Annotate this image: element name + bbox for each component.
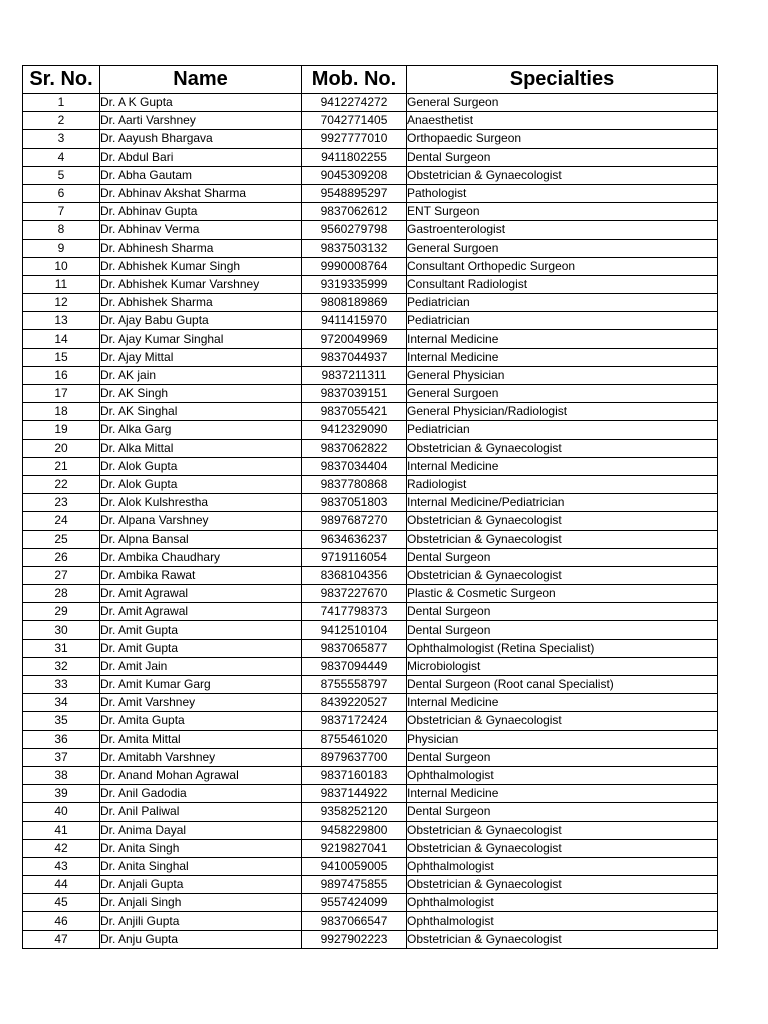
sr-cell: 28 (23, 585, 100, 603)
table-row (23, 257, 718, 275)
specialty-cell: Pathologist (407, 184, 718, 202)
table-row (23, 748, 718, 766)
sr-cell: 16 (23, 366, 100, 384)
table-row (23, 766, 718, 784)
name-cell: Dr. Alok Kulshrestha (100, 494, 302, 512)
sr-cell: 40 (23, 803, 100, 821)
sr-cell: 1 (23, 94, 100, 112)
name-cell: Dr. A K Gupta (100, 94, 302, 112)
specialty-cell: Dental Surgeon (407, 803, 718, 821)
name-cell: Dr. Anjali Gupta (100, 876, 302, 894)
table-row (23, 403, 718, 421)
name-cell: Dr. Anju Gupta (100, 930, 302, 948)
table-row (23, 912, 718, 930)
table-body (23, 94, 718, 949)
mobile-cell: 8368104356 (302, 566, 407, 584)
table-row (23, 312, 718, 330)
mobile-cell: 9927777010 (302, 130, 407, 148)
mobile-cell: 9412510104 (302, 621, 407, 639)
name-cell: Dr. Amit Varshney (100, 694, 302, 712)
specialty-cell: Dental Surgeon (407, 148, 718, 166)
specialty-cell: Obstetrician & Gynaecologist (407, 439, 718, 457)
name-cell: Dr. Alok Gupta (100, 475, 302, 493)
sr-cell: 11 (23, 275, 100, 293)
mobile-cell: 8755558797 (302, 676, 407, 694)
mobile-cell: 9897687270 (302, 512, 407, 530)
specialty-cell: Obstetrician & Gynaecologist (407, 566, 718, 584)
name-cell: Dr. AK Singhal (100, 403, 302, 421)
specialty-cell: General Surgoen (407, 385, 718, 403)
specialty-cell: Internal Medicine (407, 457, 718, 475)
sr-cell: 39 (23, 785, 100, 803)
name-cell: Dr. Abhishek Sharma (100, 294, 302, 312)
specialty-cell: Obstetrician & Gynaecologist (407, 821, 718, 839)
sr-cell: 8 (23, 221, 100, 239)
mobile-cell: 9358252120 (302, 803, 407, 821)
table-row (23, 694, 718, 712)
name-cell: Dr. Abhishek Kumar Varshney (100, 275, 302, 293)
mobile-cell: 9837503132 (302, 239, 407, 257)
table-row (23, 275, 718, 293)
sr-cell: 47 (23, 930, 100, 948)
name-cell: Dr. Aayush Bhargava (100, 130, 302, 148)
table-row (23, 730, 718, 748)
name-cell: Dr. Alka Garg (100, 421, 302, 439)
mobile-cell: 9837065877 (302, 639, 407, 657)
specialty-cell: Consultant Radiologist (407, 275, 718, 293)
header-mobile: Mob. No. (302, 66, 407, 94)
mobile-cell: 9837227670 (302, 585, 407, 603)
name-cell: Dr. Abhinesh Sharma (100, 239, 302, 257)
table-row (23, 385, 718, 403)
specialty-cell: General Surgoen (407, 239, 718, 257)
sr-cell: 13 (23, 312, 100, 330)
specialty-cell: ENT Surgeon (407, 203, 718, 221)
name-cell: Dr. Ajay Babu Gupta (100, 312, 302, 330)
mobile-cell: 9837144922 (302, 785, 407, 803)
name-cell: Dr. Abhinav Gupta (100, 203, 302, 221)
mobile-cell: 9927902223 (302, 930, 407, 948)
sr-cell: 36 (23, 730, 100, 748)
table-row (23, 639, 718, 657)
table-row (23, 184, 718, 202)
specialty-cell: Obstetrician & Gynaecologist (407, 530, 718, 548)
sr-cell: 43 (23, 857, 100, 875)
mobile-cell: 9837055421 (302, 403, 407, 421)
table-row (23, 785, 718, 803)
specialty-cell: General Surgeon (407, 94, 718, 112)
table-row (23, 857, 718, 875)
mobile-cell: 9897475855 (302, 876, 407, 894)
sr-cell: 6 (23, 184, 100, 202)
sr-cell: 7 (23, 203, 100, 221)
mobile-cell: 8439220527 (302, 694, 407, 712)
mobile-cell: 9560279798 (302, 221, 407, 239)
sr-cell: 23 (23, 494, 100, 512)
name-cell: Dr. Ajay Mittal (100, 348, 302, 366)
name-cell: Dr. Amit Agrawal (100, 603, 302, 621)
mobile-cell: 9837034404 (302, 457, 407, 475)
table-row (23, 221, 718, 239)
specialty-cell: Radiologist (407, 475, 718, 493)
table-row (23, 803, 718, 821)
name-cell: Dr. Anand Mohan Agrawal (100, 766, 302, 784)
name-cell: Dr. Amita Gupta (100, 712, 302, 730)
table-row (23, 112, 718, 130)
mobile-cell: 9990008764 (302, 257, 407, 275)
table-row (23, 566, 718, 584)
sr-cell: 20 (23, 439, 100, 457)
sr-cell: 9 (23, 239, 100, 257)
header-sr-no: Sr. No. (23, 66, 100, 94)
sr-cell: 18 (23, 403, 100, 421)
mobile-cell: 8755461020 (302, 730, 407, 748)
table-row (23, 294, 718, 312)
mobile-cell: 9719116054 (302, 548, 407, 566)
specialty-cell: Physician (407, 730, 718, 748)
name-cell: Dr. Anjili Gupta (100, 912, 302, 930)
mobile-cell: 9411415970 (302, 312, 407, 330)
specialty-cell: Internal Medicine (407, 330, 718, 348)
specialty-cell: Consultant Orthopedic Surgeon (407, 257, 718, 275)
header-specialties: Specialties (407, 66, 718, 94)
sr-cell: 15 (23, 348, 100, 366)
specialty-cell: Ophthalmologist (407, 912, 718, 930)
table-row (23, 330, 718, 348)
name-cell: Dr. Amit Kumar Garg (100, 676, 302, 694)
sr-cell: 35 (23, 712, 100, 730)
table-row (23, 530, 718, 548)
name-cell: Dr. Anita Singhal (100, 857, 302, 875)
table-row (23, 712, 718, 730)
specialty-cell: Obstetrician & Gynaecologist (407, 166, 718, 184)
mobile-cell: 7417798373 (302, 603, 407, 621)
mobile-cell: 9837780868 (302, 475, 407, 493)
sr-cell: 17 (23, 385, 100, 403)
mobile-cell: 9837044937 (302, 348, 407, 366)
table-row (23, 239, 718, 257)
sr-cell: 10 (23, 257, 100, 275)
sr-cell: 21 (23, 457, 100, 475)
doctor-directory-table (22, 65, 718, 949)
specialty-cell: Dental Surgeon (Root canal Specialist) (407, 676, 718, 694)
specialty-cell: Pediatrician (407, 421, 718, 439)
name-cell: Dr. Amitabh Varshney (100, 748, 302, 766)
mobile-cell: 9837066547 (302, 912, 407, 930)
mobile-cell: 9548895297 (302, 184, 407, 202)
specialty-cell: Ophthalmologist (407, 766, 718, 784)
sr-cell: 24 (23, 512, 100, 530)
name-cell: Dr. Amit Gupta (100, 621, 302, 639)
table-row (23, 348, 718, 366)
specialty-cell: Internal Medicine/Pediatrician (407, 494, 718, 512)
table-row (23, 894, 718, 912)
name-cell: Dr. Alpna Bansal (100, 530, 302, 548)
sr-cell: 44 (23, 876, 100, 894)
specialty-cell: Dental Surgeon (407, 621, 718, 639)
name-cell: Dr. Amita Mittal (100, 730, 302, 748)
mobile-cell: 9720049969 (302, 330, 407, 348)
table-row (23, 821, 718, 839)
specialty-cell: General Physician (407, 366, 718, 384)
name-cell: Dr. Amit Jain (100, 657, 302, 675)
name-cell: Dr. Ambika Rawat (100, 566, 302, 584)
table-row (23, 548, 718, 566)
sr-cell: 34 (23, 694, 100, 712)
specialty-cell: Pediatrician (407, 312, 718, 330)
specialty-cell: Orthopaedic Surgeon (407, 130, 718, 148)
mobile-cell: 9219827041 (302, 839, 407, 857)
sr-cell: 41 (23, 821, 100, 839)
name-cell: Dr. Alka Mittal (100, 439, 302, 457)
specialty-cell: General Physician/Radiologist (407, 403, 718, 421)
table-row (23, 839, 718, 857)
table-row (23, 148, 718, 166)
sr-cell: 31 (23, 639, 100, 657)
mobile-cell: 9458229800 (302, 821, 407, 839)
header-row (23, 66, 718, 94)
name-cell: Dr. Abha Gautam (100, 166, 302, 184)
mobile-cell: 9557424099 (302, 894, 407, 912)
mobile-cell: 9837211311 (302, 366, 407, 384)
sr-cell: 30 (23, 621, 100, 639)
table-row (23, 457, 718, 475)
mobile-cell: 9411802255 (302, 148, 407, 166)
header-name: Name (100, 66, 302, 94)
table-row (23, 166, 718, 184)
specialty-cell: Obstetrician & Gynaecologist (407, 512, 718, 530)
sr-cell: 38 (23, 766, 100, 784)
mobile-cell: 8979637700 (302, 748, 407, 766)
sr-cell: 19 (23, 421, 100, 439)
specialty-cell: Microbiologist (407, 657, 718, 675)
mobile-cell: 9412274272 (302, 94, 407, 112)
mobile-cell: 9837062822 (302, 439, 407, 457)
table-row (23, 94, 718, 112)
sr-cell: 2 (23, 112, 100, 130)
sr-cell: 42 (23, 839, 100, 857)
mobile-cell: 9837172424 (302, 712, 407, 730)
specialty-cell: Obstetrician & Gynaecologist (407, 839, 718, 857)
table-row (23, 930, 718, 948)
sr-cell: 32 (23, 657, 100, 675)
name-cell: Dr. Alpana Varshney (100, 512, 302, 530)
name-cell: Dr. Abhinav Verma (100, 221, 302, 239)
sr-cell: 45 (23, 894, 100, 912)
specialty-cell: Plastic & Cosmetic Surgeon (407, 585, 718, 603)
name-cell: Dr. Anita Singh (100, 839, 302, 857)
name-cell: Dr. Anima Dayal (100, 821, 302, 839)
name-cell: Dr. Abdul Bari (100, 148, 302, 166)
name-cell: Dr. Amit Gupta (100, 639, 302, 657)
name-cell: Dr. Anil Paliwal (100, 803, 302, 821)
table-row (23, 512, 718, 530)
sr-cell: 33 (23, 676, 100, 694)
name-cell: Dr. Alok Gupta (100, 457, 302, 475)
mobile-cell: 9837160183 (302, 766, 407, 784)
name-cell: Dr. Ajay Kumar Singhal (100, 330, 302, 348)
table-row (23, 494, 718, 512)
mobile-cell: 7042771405 (302, 112, 407, 130)
mobile-cell: 9837039151 (302, 385, 407, 403)
specialty-cell: Internal Medicine (407, 785, 718, 803)
mobile-cell: 9837062612 (302, 203, 407, 221)
specialty-cell: Obstetrician & Gynaecologist (407, 712, 718, 730)
name-cell: Dr. Ambika Chaudhary (100, 548, 302, 566)
specialty-cell: Anaesthetist (407, 112, 718, 130)
name-cell: Dr. Abhinav Akshat Sharma (100, 184, 302, 202)
sr-cell: 25 (23, 530, 100, 548)
specialty-cell: Internal Medicine (407, 348, 718, 366)
table-row (23, 366, 718, 384)
specialty-cell: Ophthalmologist (407, 857, 718, 875)
mobile-cell: 9808189869 (302, 294, 407, 312)
mobile-cell: 9410059005 (302, 857, 407, 875)
specialty-cell: Internal Medicine (407, 694, 718, 712)
name-cell: Dr. Anjali Singh (100, 894, 302, 912)
sr-cell: 14 (23, 330, 100, 348)
mobile-cell: 9045309208 (302, 166, 407, 184)
name-cell: Dr. Amit Agrawal (100, 585, 302, 603)
specialty-cell: Dental Surgeon (407, 748, 718, 766)
sr-cell: 5 (23, 166, 100, 184)
table-row (23, 676, 718, 694)
sr-cell: 22 (23, 475, 100, 493)
sr-cell: 12 (23, 294, 100, 312)
table-row (23, 203, 718, 221)
mobile-cell: 9837094449 (302, 657, 407, 675)
specialty-cell: Obstetrician & Gynaecologist (407, 930, 718, 948)
table-row (23, 439, 718, 457)
table-row (23, 621, 718, 639)
table-row (23, 657, 718, 675)
specialty-cell: Pediatrician (407, 294, 718, 312)
specialty-cell: Ophthalmologist (407, 894, 718, 912)
table-row (23, 876, 718, 894)
specialty-cell: Dental Surgeon (407, 603, 718, 621)
table-row (23, 421, 718, 439)
table-row (23, 475, 718, 493)
sr-cell: 3 (23, 130, 100, 148)
sr-cell: 26 (23, 548, 100, 566)
name-cell: Dr. Abhishek Kumar Singh (100, 257, 302, 275)
name-cell: Dr. Anil Gadodia (100, 785, 302, 803)
sr-cell: 27 (23, 566, 100, 584)
name-cell: Dr. AK Singh (100, 385, 302, 403)
mobile-cell: 9412329090 (302, 421, 407, 439)
sr-cell: 46 (23, 912, 100, 930)
specialty-cell: Obstetrician & Gynaecologist (407, 876, 718, 894)
name-cell: Dr. AK jain (100, 366, 302, 384)
sr-cell: 4 (23, 148, 100, 166)
name-cell: Dr. Aarti Varshney (100, 112, 302, 130)
table-row (23, 603, 718, 621)
table-header (23, 66, 718, 94)
specialty-cell: Gastroenterologist (407, 221, 718, 239)
mobile-cell: 9319335999 (302, 275, 407, 293)
specialty-cell: Dental Surgeon (407, 548, 718, 566)
table-row (23, 130, 718, 148)
mobile-cell: 9837051803 (302, 494, 407, 512)
sr-cell: 29 (23, 603, 100, 621)
mobile-cell: 9634636237 (302, 530, 407, 548)
table-row (23, 585, 718, 603)
sr-cell: 37 (23, 748, 100, 766)
specialty-cell: Ophthalmologist (Retina Specialist) (407, 639, 718, 657)
